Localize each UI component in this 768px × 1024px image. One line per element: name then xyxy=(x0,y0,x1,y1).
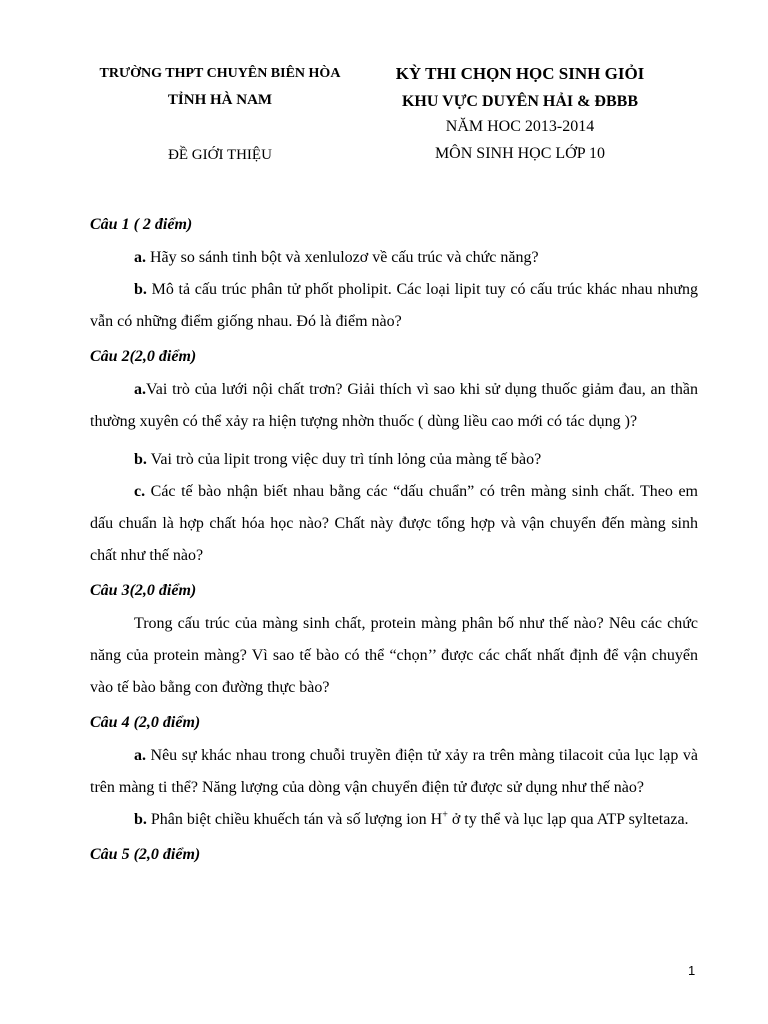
exam-title: KỲ THI CHỌN HỌC SINH GIỎI xyxy=(395,64,645,83)
exam-region: KHU VỰC DUYÊN HẢI & ĐBBB xyxy=(401,93,638,110)
question-4a-text: Nêu sự khác nhau trong chuỗi truyền điện tử xảy ra trên màng tilacoit của lục lạp và trên màng ti thể? Năng lượng của dòng vận chuyển điện tử được sử dụng như thế nào? xyxy=(90,747,698,796)
page-number: 1 xyxy=(688,963,696,978)
question-1b xyxy=(90,274,698,338)
question-2c xyxy=(90,476,698,572)
question-4b xyxy=(90,804,698,836)
header-left xyxy=(70,62,370,164)
question-2b-label: b. xyxy=(134,451,147,468)
question-4b-label: b. xyxy=(134,811,147,828)
intro-label: ĐỀ GIỚI THIỆU xyxy=(168,147,272,163)
question-2a xyxy=(90,374,698,438)
question-4b-superscript: + xyxy=(442,809,448,821)
province-name: TỈNH HÀ NAM xyxy=(167,92,273,108)
question-2a-text: Vai trò của lưới nội chất trơn? Giải thích vì sao khi sử dụng thuốc giảm đau, an thần thường xuyên có thể xảy ra hiện tượng nhờn thuốc ( dùng liều cao mới có tác dụng )? xyxy=(90,381,698,430)
question-1b-label: b. xyxy=(134,281,147,298)
question-4b-text-1: Phân biệt chiều khuếch tán và số lượng ion H xyxy=(146,811,443,828)
question-1a-text: Hãy so sánh tinh bột và xenlulozơ về cấu trúc và chức năng? xyxy=(146,249,539,266)
exam-content xyxy=(90,206,698,872)
question-4a xyxy=(90,740,698,804)
question-2b xyxy=(90,444,698,476)
question-5-title: Câu 5 (2,0 điểm) xyxy=(90,846,201,863)
school-name: TRƯỜNG THPT CHUYÊN BIÊN HÒA xyxy=(99,66,341,81)
question-1-title: Câu 1 ( 2 điểm) xyxy=(90,216,193,233)
question-2b-text: Vai trò của lipit trong việc duy trì tính lỏng của màng tế bào? xyxy=(146,451,542,468)
exam-year: NĂM HOC 2013-2014 xyxy=(445,118,595,135)
question-4b-text-2: ở ty thể và lục lạp qua ATP syltetaza. xyxy=(447,811,689,828)
question-3-title: Câu 3(2,0 điểm) xyxy=(90,582,197,599)
question-1b-text: Mô tả cấu trúc phân tử phốt pholipit. Các loại lipit tuy có cấu trúc khác nhau nhưng vẫn có những điểm giống nhau. Đó là điểm nào? xyxy=(90,281,698,330)
question-1a xyxy=(90,242,698,274)
question-2c-label: c. xyxy=(134,483,146,500)
header-right xyxy=(370,62,670,163)
question-4a-label: a. xyxy=(134,747,146,764)
question-4-title: Câu 4 (2,0 điểm) xyxy=(90,714,201,731)
question-3-text: Trong cấu trúc của màng sinh chất, protein màng phân bố như thế nào? Nêu các chức năng của protein màng? Vì sao tế bào có thể “chọn’’ được các chất nhất định để vận chuyển vào tế bào bằng con đường thực bào? xyxy=(90,615,698,696)
question-2-title: Câu 2(2,0 điểm) xyxy=(90,348,197,365)
question-2a-label: a. xyxy=(134,381,146,398)
exam-subject: MÔN SINH HỌC LỚP 10 xyxy=(434,145,606,162)
question-1a-label: a. xyxy=(134,249,146,266)
question-2c-text: Các tế bào nhận biết nhau bằng các “dấu chuẩn” có trên màng sinh chất. Theo em dấu chuẩn là hợp chất hóa học nào? Chất này được tổng hợp và vận chuyển đến màng sinh chất như thế nào? xyxy=(90,483,698,564)
